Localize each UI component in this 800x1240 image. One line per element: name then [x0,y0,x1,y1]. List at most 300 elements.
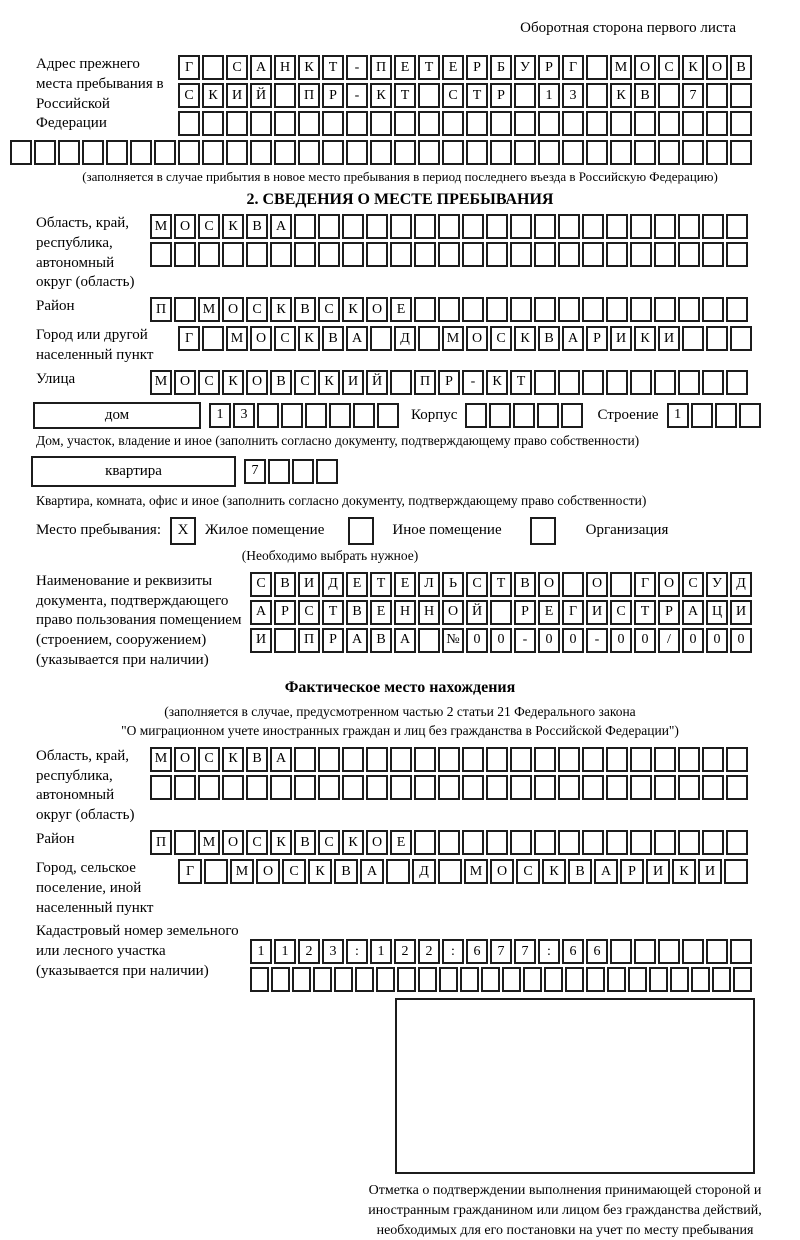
char-cell[interactable]: К [298,55,320,80]
char-cell[interactable] [514,140,536,165]
char-cell[interactable] [558,370,580,395]
char-cell[interactable] [394,111,416,136]
char-cell[interactable] [346,111,368,136]
char-cell[interactable] [366,214,388,239]
char-cell[interactable]: С [610,600,632,625]
char-cell[interactable]: С [226,55,248,80]
char-cell[interactable]: К [342,830,364,855]
char-cell[interactable]: О [490,859,514,884]
char-cell[interactable] [702,370,724,395]
char-cell[interactable]: А [594,859,618,884]
char-cell[interactable]: К [222,747,244,772]
char-cell[interactable] [678,747,700,772]
char-cell[interactable]: Р [466,55,488,80]
char-cell[interactable] [298,111,320,136]
char-cell[interactable]: № [442,628,464,653]
char-cell[interactable]: Е [538,600,560,625]
char-cell[interactable]: 1 [250,939,272,964]
char-cell[interactable] [558,775,580,800]
char-cell[interactable] [610,111,632,136]
char-cell[interactable] [292,459,314,484]
char-cell[interactable] [414,747,436,772]
char-cell[interactable] [691,967,710,992]
char-cell[interactable]: К [222,214,244,239]
char-cell[interactable] [460,967,479,992]
char-cell[interactable] [706,111,728,136]
char-cell[interactable] [649,967,668,992]
char-cell[interactable] [394,140,416,165]
char-cell[interactable]: 0 [706,628,728,653]
char-cell[interactable]: А [346,628,368,653]
char-cell[interactable]: П [370,55,392,80]
char-cell[interactable] [702,214,724,239]
char-cell[interactable]: К [270,830,292,855]
char-cell[interactable]: Й [250,83,272,108]
char-cell[interactable]: Г [178,55,200,80]
char-cell[interactable] [726,297,748,322]
char-cell[interactable]: Е [394,55,416,80]
char-cell[interactable] [174,830,196,855]
apartment-type-box[interactable]: квартира [31,456,236,487]
char-cell[interactable]: В [538,326,560,351]
char-cell[interactable]: / [658,628,680,653]
char-cell[interactable]: Т [634,600,656,625]
char-cell[interactable]: Н [394,600,416,625]
char-cell[interactable] [294,242,316,267]
char-cell[interactable] [318,242,340,267]
char-cell[interactable] [534,297,556,322]
char-cell[interactable] [562,111,584,136]
char-cell[interactable] [292,967,311,992]
char-cell[interactable]: Ц [706,600,728,625]
char-cell[interactable] [670,967,689,992]
char-cell[interactable] [465,403,487,428]
char-cell[interactable]: У [514,55,536,80]
char-cell[interactable]: Р [538,55,560,80]
char-cell[interactable]: О [466,326,488,351]
char-cell[interactable]: Р [620,859,644,884]
char-cell[interactable] [418,140,440,165]
char-cell[interactable]: К [610,83,632,108]
char-cell[interactable] [222,775,244,800]
char-cell[interactable]: : [346,939,368,964]
char-cell[interactable]: С [294,370,316,395]
char-cell[interactable]: Т [370,572,392,597]
char-cell[interactable] [724,859,748,884]
char-cell[interactable] [606,214,628,239]
char-cell[interactable] [658,111,680,136]
char-cell[interactable]: О [658,572,680,597]
char-cell[interactable]: 1 [667,403,689,428]
char-cell[interactable]: Р [322,83,344,108]
char-cell[interactable] [582,297,604,322]
char-cell[interactable] [462,747,484,772]
char-cell[interactable] [274,111,296,136]
char-cell[interactable] [318,775,340,800]
char-cell[interactable] [654,830,676,855]
char-cell[interactable] [565,967,584,992]
char-cell[interactable]: С [516,859,540,884]
char-cell[interactable] [534,370,556,395]
char-cell[interactable]: 2 [298,939,320,964]
char-cell[interactable] [558,747,580,772]
char-cell[interactable] [586,967,605,992]
char-cell[interactable] [558,830,580,855]
char-cell[interactable] [733,967,752,992]
char-cell[interactable] [154,140,176,165]
char-cell[interactable]: С [466,572,488,597]
char-cell[interactable]: К [672,859,696,884]
char-cell[interactable]: В [294,297,316,322]
char-cell[interactable] [418,83,440,108]
char-cell[interactable]: П [414,370,436,395]
char-cell[interactable]: А [346,326,368,351]
char-cell[interactable]: О [250,326,272,351]
char-cell[interactable]: Р [438,370,460,395]
char-cell[interactable] [534,747,556,772]
char-cell[interactable] [294,775,316,800]
char-cell[interactable] [438,214,460,239]
char-cell[interactable]: М [464,859,488,884]
char-cell[interactable]: С [682,572,704,597]
char-cell[interactable]: О [246,370,268,395]
checkbox-residential[interactable]: X [170,517,196,545]
char-cell[interactable]: В [322,326,344,351]
char-cell[interactable] [250,967,269,992]
char-cell[interactable] [706,326,728,351]
char-cell[interactable] [691,403,713,428]
char-cell[interactable] [370,111,392,136]
char-cell[interactable]: И [586,600,608,625]
char-cell[interactable] [678,297,700,322]
char-cell[interactable] [630,370,652,395]
char-cell[interactable]: В [730,55,752,80]
char-cell[interactable]: В [634,83,656,108]
char-cell[interactable] [390,214,412,239]
char-cell[interactable] [462,242,484,267]
char-cell[interactable] [438,830,460,855]
char-cell[interactable]: К [634,326,656,351]
char-cell[interactable]: П [298,628,320,653]
char-cell[interactable] [370,140,392,165]
char-cell[interactable]: 0 [466,628,488,653]
char-cell[interactable] [726,242,748,267]
char-cell[interactable]: И [250,628,272,653]
char-cell[interactable] [706,939,728,964]
char-cell[interactable]: С [282,859,306,884]
char-cell[interactable]: Д [394,326,416,351]
char-cell[interactable] [414,214,436,239]
char-cell[interactable] [418,111,440,136]
char-cell[interactable] [334,967,353,992]
char-cell[interactable] [558,242,580,267]
char-cell[interactable] [658,140,680,165]
char-cell[interactable]: - [346,83,368,108]
char-cell[interactable] [726,775,748,800]
char-cell[interactable] [606,747,628,772]
char-cell[interactable]: Е [346,572,368,597]
char-cell[interactable] [355,967,374,992]
char-cell[interactable] [418,628,440,653]
char-cell[interactable] [226,111,248,136]
char-cell[interactable] [486,242,508,267]
char-cell[interactable]: С [250,572,272,597]
char-cell[interactable]: Н [274,55,296,80]
char-cell[interactable] [366,775,388,800]
char-cell[interactable] [130,140,152,165]
char-cell[interactable] [634,939,656,964]
char-cell[interactable] [628,967,647,992]
char-cell[interactable] [481,967,500,992]
char-cell[interactable] [298,140,320,165]
char-cell[interactable]: Т [394,83,416,108]
char-cell[interactable]: И [298,572,320,597]
char-cell[interactable]: Ь [442,572,464,597]
char-cell[interactable]: 3 [562,83,584,108]
char-cell[interactable] [610,939,632,964]
char-cell[interactable] [377,403,399,428]
char-cell[interactable]: 0 [682,628,704,653]
char-cell[interactable]: М [150,214,172,239]
char-cell[interactable] [486,214,508,239]
char-cell[interactable]: К [486,370,508,395]
char-cell[interactable]: И [226,83,248,108]
char-cell[interactable] [682,326,704,351]
char-cell[interactable]: В [568,859,592,884]
char-cell[interactable]: Г [634,572,656,597]
char-cell[interactable]: Л [418,572,440,597]
char-cell[interactable]: Т [510,370,532,395]
char-cell[interactable] [178,111,200,136]
char-cell[interactable]: - [462,370,484,395]
char-cell[interactable] [274,140,296,165]
char-cell[interactable]: А [562,326,584,351]
char-cell[interactable]: И [730,600,752,625]
char-cell[interactable] [510,242,532,267]
char-cell[interactable]: 3 [233,403,255,428]
char-cell[interactable] [682,140,704,165]
char-cell[interactable] [438,859,462,884]
char-cell[interactable]: : [538,939,560,964]
char-cell[interactable]: 0 [634,628,656,653]
char-cell[interactable]: 1 [274,939,296,964]
char-cell[interactable] [274,83,296,108]
char-cell[interactable]: А [682,600,704,625]
char-cell[interactable] [606,242,628,267]
char-cell[interactable]: 7 [514,939,536,964]
char-cell[interactable] [198,242,220,267]
char-cell[interactable]: 2 [394,939,416,964]
char-cell[interactable] [678,830,700,855]
char-cell[interactable]: Р [274,600,296,625]
char-cell[interactable]: К [318,370,340,395]
char-cell[interactable] [534,242,556,267]
char-cell[interactable] [730,140,752,165]
char-cell[interactable] [250,111,272,136]
char-cell[interactable] [544,967,563,992]
char-cell[interactable]: 7 [244,459,266,484]
char-cell[interactable] [342,775,364,800]
char-cell[interactable] [712,967,731,992]
char-cell[interactable] [414,297,436,322]
char-cell[interactable]: 3 [322,939,344,964]
char-cell[interactable] [582,370,604,395]
char-cell[interactable]: С [274,326,296,351]
char-cell[interactable]: О [222,830,244,855]
char-cell[interactable] [390,370,412,395]
char-cell[interactable] [582,775,604,800]
char-cell[interactable] [538,111,560,136]
char-cell[interactable] [510,775,532,800]
char-cell[interactable] [10,140,32,165]
char-cell[interactable]: О [586,572,608,597]
char-cell[interactable] [739,403,761,428]
char-cell[interactable]: С [658,55,680,80]
char-cell[interactable] [313,967,332,992]
char-cell[interactable]: 1 [538,83,560,108]
char-cell[interactable] [58,140,80,165]
char-cell[interactable] [174,242,196,267]
char-cell[interactable] [294,214,316,239]
char-cell[interactable] [730,326,752,351]
char-cell[interactable]: В [246,214,268,239]
char-cell[interactable] [246,775,268,800]
char-cell[interactable]: Р [322,628,344,653]
char-cell[interactable] [582,747,604,772]
char-cell[interactable]: Г [178,326,200,351]
char-cell[interactable] [486,747,508,772]
char-cell[interactable] [606,775,628,800]
char-cell[interactable] [438,747,460,772]
char-cell[interactable] [682,111,704,136]
char-cell[interactable] [486,297,508,322]
char-cell[interactable]: О [442,600,464,625]
house-type-box[interactable]: дом [33,402,201,429]
char-cell[interactable] [562,572,584,597]
char-cell[interactable]: П [298,83,320,108]
char-cell[interactable] [106,140,128,165]
char-cell[interactable]: О [174,370,196,395]
char-cell[interactable]: О [174,214,196,239]
char-cell[interactable] [630,242,652,267]
char-cell[interactable] [486,775,508,800]
char-cell[interactable] [204,859,228,884]
char-cell[interactable]: В [514,572,536,597]
char-cell[interactable] [346,140,368,165]
char-cell[interactable] [510,214,532,239]
char-cell[interactable]: М [150,747,172,772]
char-cell[interactable] [318,214,340,239]
char-cell[interactable] [397,967,416,992]
char-cell[interactable] [658,83,680,108]
char-cell[interactable]: Т [466,83,488,108]
char-cell[interactable]: 2 [418,939,440,964]
char-cell[interactable]: И [646,859,670,884]
char-cell[interactable] [706,140,728,165]
char-cell[interactable] [202,111,224,136]
char-cell[interactable] [702,747,724,772]
char-cell[interactable] [502,967,521,992]
char-cell[interactable]: К [542,859,566,884]
char-cell[interactable]: С [246,830,268,855]
char-cell[interactable] [654,370,676,395]
char-cell[interactable] [630,775,652,800]
char-cell[interactable] [462,214,484,239]
char-cell[interactable] [510,747,532,772]
char-cell[interactable]: О [174,747,196,772]
char-cell[interactable] [322,140,344,165]
char-cell[interactable] [270,775,292,800]
char-cell[interactable]: 0 [730,628,752,653]
char-cell[interactable]: С [246,297,268,322]
char-cell[interactable] [634,140,656,165]
char-cell[interactable]: Н [418,600,440,625]
char-cell[interactable]: М [150,370,172,395]
char-cell[interactable]: Б [490,55,512,80]
char-cell[interactable]: А [394,628,416,653]
char-cell[interactable] [353,403,375,428]
char-cell[interactable]: С [298,600,320,625]
char-cell[interactable] [414,242,436,267]
char-cell[interactable] [281,403,303,428]
char-cell[interactable]: О [256,859,280,884]
char-cell[interactable] [654,747,676,772]
char-cell[interactable]: Т [490,572,512,597]
char-cell[interactable]: Е [390,297,412,322]
char-cell[interactable]: К [270,297,292,322]
char-cell[interactable] [654,775,676,800]
char-cell[interactable] [150,242,172,267]
char-cell[interactable] [174,775,196,800]
char-cell[interactable]: К [370,83,392,108]
char-cell[interactable] [730,939,752,964]
char-cell[interactable]: Т [322,600,344,625]
char-cell[interactable] [490,111,512,136]
char-cell[interactable] [538,140,560,165]
char-cell[interactable] [630,297,652,322]
char-cell[interactable]: Т [418,55,440,80]
char-cell[interactable]: И [658,326,680,351]
char-cell[interactable] [366,747,388,772]
char-cell[interactable]: И [610,326,632,351]
char-cell[interactable] [726,214,748,239]
char-cell[interactable] [376,967,395,992]
char-cell[interactable]: О [222,297,244,322]
char-cell[interactable] [490,600,512,625]
char-cell[interactable]: К [682,55,704,80]
char-cell[interactable]: Й [366,370,388,395]
char-cell[interactable] [706,83,728,108]
char-cell[interactable] [226,140,248,165]
char-cell[interactable]: В [370,628,392,653]
char-cell[interactable] [150,775,172,800]
char-cell[interactable]: О [706,55,728,80]
char-cell[interactable] [442,111,464,136]
char-cell[interactable] [466,111,488,136]
char-cell[interactable]: К [514,326,536,351]
char-cell[interactable]: А [250,55,272,80]
char-cell[interactable] [726,370,748,395]
char-cell[interactable] [486,830,508,855]
char-cell[interactable]: А [250,600,272,625]
char-cell[interactable] [318,747,340,772]
char-cell[interactable]: О [366,297,388,322]
char-cell[interactable] [630,830,652,855]
char-cell[interactable]: С [442,83,464,108]
char-cell[interactable]: 0 [610,628,632,653]
char-cell[interactable] [462,297,484,322]
char-cell[interactable]: - [346,55,368,80]
